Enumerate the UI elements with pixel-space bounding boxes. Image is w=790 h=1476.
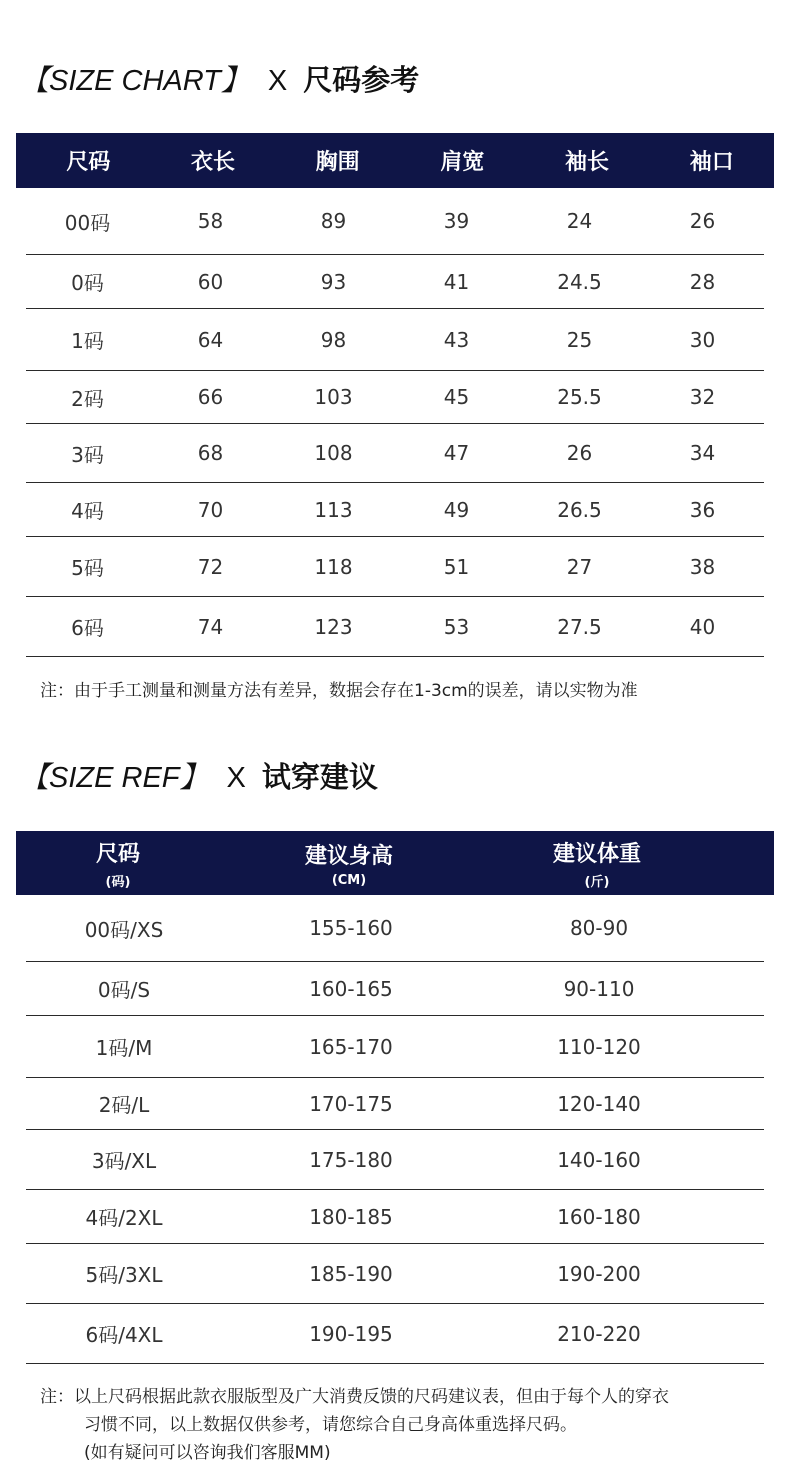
table-cell: 113	[314, 497, 353, 522]
table-cell: 140-160	[557, 1147, 641, 1172]
table-cell: 28	[689, 269, 716, 294]
table-cell: 4码/2XL	[85, 1206, 163, 1230]
table-cell: 5码	[71, 556, 104, 580]
header-ref-size	[16, 837, 220, 890]
table-cell: 36	[689, 497, 716, 522]
table-cell: 49	[443, 497, 470, 522]
table-cell: 30	[689, 327, 716, 352]
table-cell: 160-180	[557, 1204, 641, 1229]
table-row	[26, 597, 764, 657]
table-cell: 1码/M	[95, 1036, 153, 1060]
table-row	[26, 255, 764, 309]
table-cell: 4码	[71, 499, 104, 523]
table-cell: 120-140	[557, 1091, 641, 1116]
header-ref-size-label: 尺码	[95, 841, 140, 867]
size-ref-title-cn: 试穿建议	[261, 760, 378, 794]
table-row	[26, 537, 764, 597]
table-cell: 64	[197, 327, 224, 352]
table-cell: 160-165	[309, 976, 393, 1001]
table-cell: 3码/XL	[91, 1149, 157, 1173]
table-row	[26, 1304, 764, 1364]
table-cell: 68	[197, 441, 224, 465]
table-cell: 93	[320, 269, 347, 294]
table-cell: 165-170	[309, 1034, 393, 1059]
size-ref-title-x: X	[226, 762, 246, 794]
table-cell: 53	[443, 614, 470, 639]
table-cell: 2码	[71, 386, 104, 411]
table-cell: 70	[197, 497, 224, 522]
size-chart-title-cn: 尺码参考	[303, 63, 420, 97]
table-row	[26, 1244, 764, 1304]
table-cell: 90-110	[563, 976, 635, 1001]
table-cell: 25.5	[557, 385, 602, 409]
table-cell: 43	[443, 327, 470, 352]
table-cell: 00码/XS	[84, 917, 164, 942]
header-ref-size-sub: (码)	[105, 874, 131, 890]
size-ref-title	[20, 755, 378, 796]
table-cell: 180-185	[309, 1204, 393, 1229]
header-ref-weight	[478, 837, 716, 890]
size-ref-header	[16, 831, 774, 895]
table-cell: 58	[197, 209, 224, 233]
table-cell: 24.5	[557, 269, 602, 294]
table-cell: 66	[197, 385, 224, 409]
size-ref-note-line1: 注：以上尺码根据此款衣服版型及广大消费反馈的尺码建议表，但由于每个人的穿衣	[40, 1387, 669, 1407]
table-cell: 27.5	[557, 614, 602, 639]
table-row	[26, 371, 764, 424]
table-row	[26, 962, 764, 1016]
table-cell: 6码/4XL	[85, 1323, 163, 1347]
table-row	[26, 1190, 764, 1244]
header-shoulder: 肩宽	[440, 150, 485, 175]
table-cell: 1码	[71, 329, 104, 353]
table-cell: 60	[197, 269, 224, 294]
size-ref-note	[40, 1383, 669, 1467]
table-cell: 41	[443, 269, 470, 294]
table-cell: 103	[314, 385, 353, 409]
header-chest: 胸围	[315, 150, 360, 175]
table-cell: 190-195	[309, 1321, 393, 1346]
table-cell: 45	[443, 385, 470, 409]
table-cell: 72	[197, 554, 224, 579]
table-cell: 51	[443, 554, 470, 579]
size-chart-note: 注：由于手工测量和测量方法有差异，数据会存在1-3cm的误差，请以实物为准	[40, 681, 638, 701]
header-size: 尺码	[66, 150, 111, 175]
table-cell: 40	[689, 614, 716, 639]
table-cell: 118	[314, 554, 353, 579]
table-cell: 175-180	[309, 1147, 393, 1172]
table-cell: 0码	[71, 271, 104, 295]
table-cell: 26	[689, 209, 716, 233]
table-cell: 98	[320, 327, 347, 352]
table-cell: 185-190	[309, 1261, 393, 1286]
table-cell: 89	[320, 209, 347, 233]
table-row	[26, 483, 764, 537]
table-cell: 123	[314, 614, 353, 639]
size-chart-header	[16, 133, 774, 188]
table-cell: 80-90	[569, 916, 629, 940]
table-cell: 210-220	[557, 1321, 641, 1346]
size-chart-title-x: X	[267, 65, 288, 97]
table-row	[26, 1016, 764, 1078]
table-cell: 24	[566, 209, 593, 233]
size-chart-title	[20, 58, 419, 99]
table-cell: 27	[566, 554, 593, 579]
size-chart-title-latin: 【SIZE CHART】	[20, 65, 250, 97]
header-ref-height-sub: (CM)	[331, 872, 367, 888]
table-cell: 5码/3XL	[85, 1263, 163, 1287]
table-cell: 170-175	[309, 1091, 393, 1116]
table-cell: 38	[689, 554, 716, 579]
table-cell: 3码	[71, 442, 104, 467]
size-ref-title-latin: 【SIZE REF】	[20, 762, 209, 794]
table-cell: 108	[314, 441, 353, 465]
table-cell: 155-160	[309, 916, 393, 940]
table-row	[26, 895, 764, 962]
table-cell: 26.5	[557, 497, 602, 522]
header-length: 衣长	[191, 150, 236, 175]
table-cell: 47	[443, 441, 470, 465]
header-cuff: 袖口	[689, 150, 734, 175]
table-row	[26, 1078, 764, 1130]
header-ref-weight-sub: (斤)	[584, 874, 610, 890]
table-cell: 00码	[64, 210, 111, 235]
table-cell: 74	[197, 614, 224, 639]
table-row	[26, 424, 764, 483]
header-ref-height-label: 建议身高	[304, 843, 393, 869]
table-cell: 39	[443, 209, 470, 233]
header-ref-weight-label: 建议体重	[552, 841, 641, 867]
header-ref-height	[220, 839, 478, 888]
table-cell: 0码/S	[97, 978, 151, 1002]
size-ref-note-line2: 习惯不同，以上数据仅供参考，请您综合自己身高体重选择尺码。	[84, 1415, 577, 1435]
table-row	[26, 1130, 764, 1190]
table-cell: 26	[566, 441, 593, 465]
table-cell: 25	[566, 327, 593, 352]
header-sleeve: 袖长	[565, 150, 610, 175]
table-cell: 190-200	[557, 1261, 641, 1286]
table-cell: 110-120	[557, 1034, 641, 1059]
table-cell: 2码/L	[98, 1093, 150, 1117]
table-cell: 34	[689, 441, 716, 465]
table-cell: 6码	[71, 616, 104, 640]
table-row	[26, 309, 764, 371]
size-ref-note-line3: (如有疑问可以咨询我们客服MM)	[84, 1443, 331, 1463]
table-cell: 32	[689, 385, 716, 409]
table-row	[26, 188, 764, 255]
